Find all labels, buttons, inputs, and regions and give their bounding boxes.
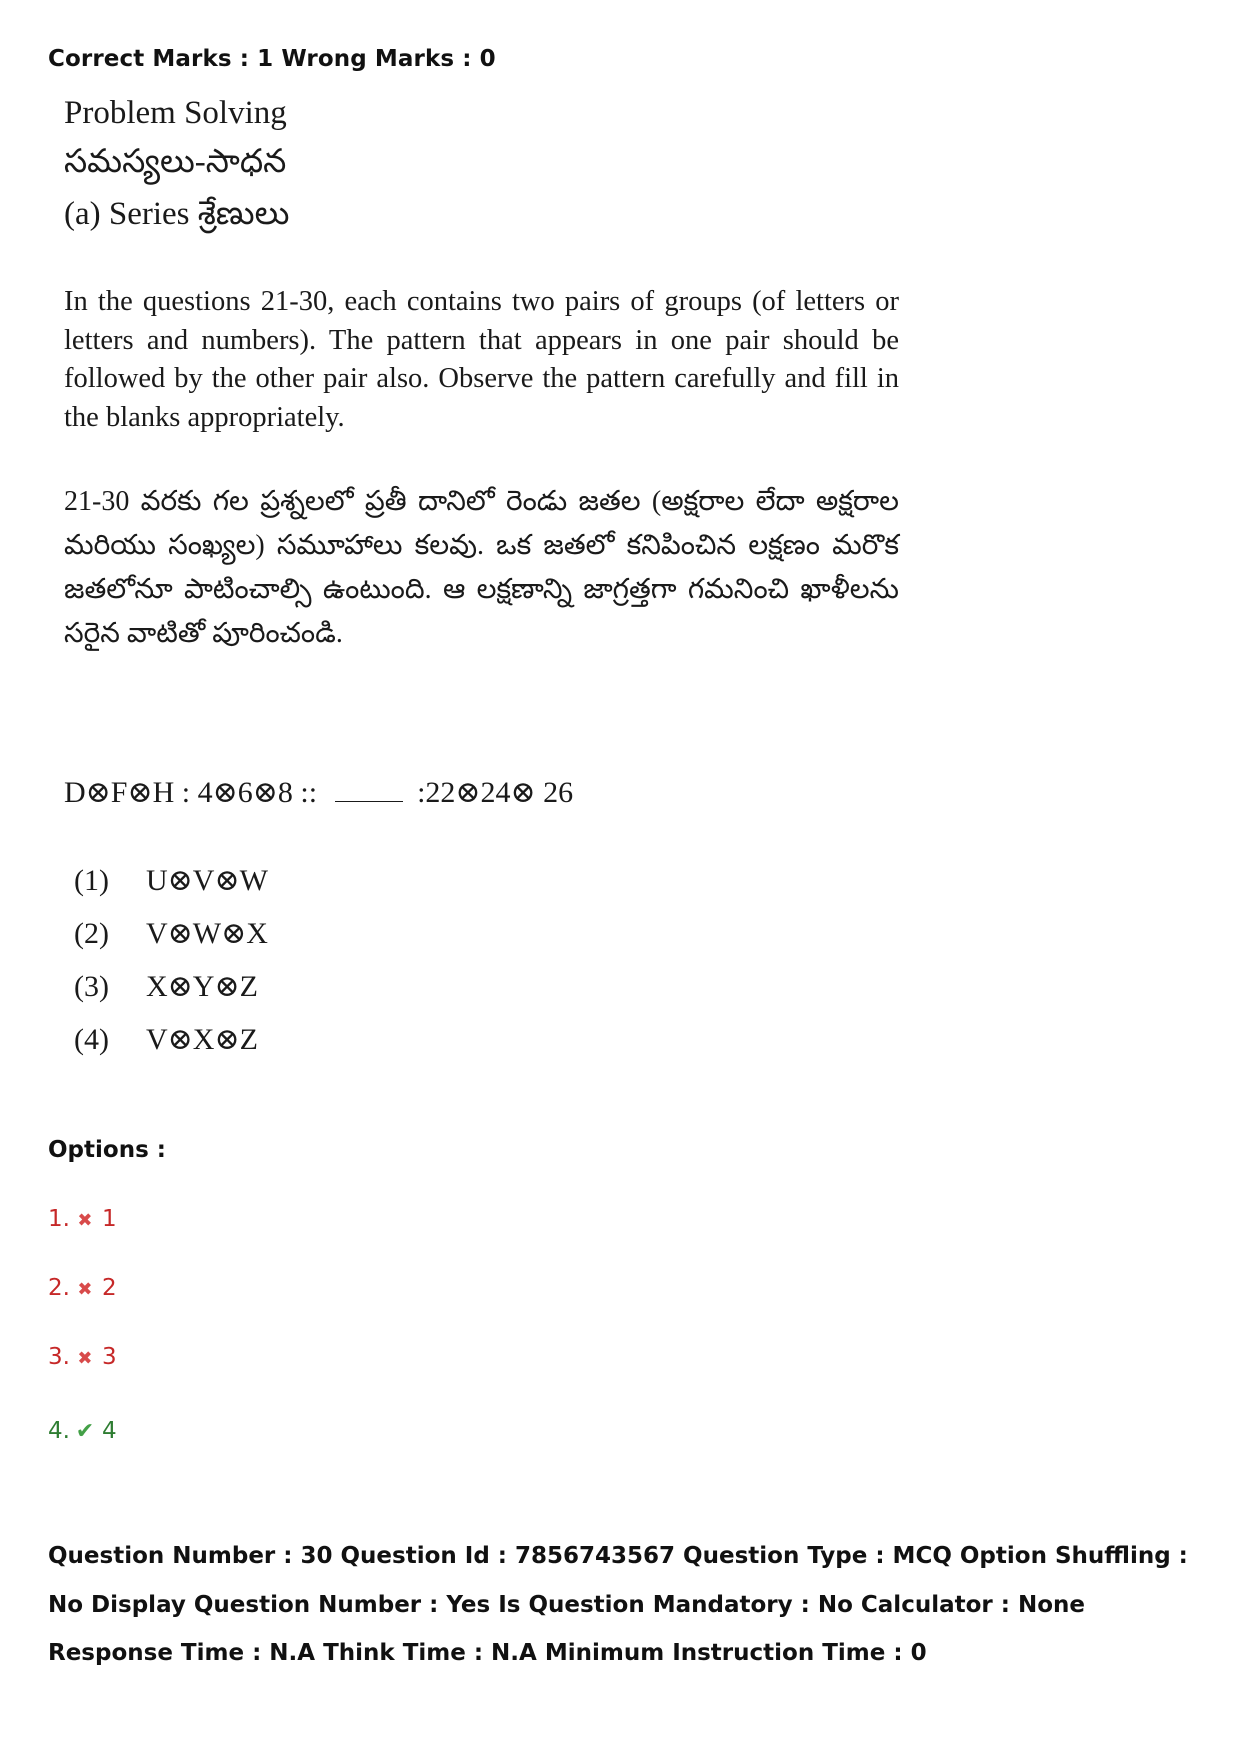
choice-number: (3) (74, 970, 109, 1003)
choice-text: U⊗V⊗W (146, 864, 268, 897)
section-title: Problem Solving (64, 95, 287, 131)
option-index: 4. (48, 1418, 70, 1444)
cross-icon: ✖ (77, 1210, 93, 1231)
subsection-title: (a) Series శ్రేణులు (64, 196, 290, 232)
choice-text: X⊗Y⊗Z (146, 970, 258, 1003)
option-value: 2 (101, 1275, 117, 1301)
check-icon: ✔ (75, 1419, 95, 1444)
marks-info: Correct Marks : 1 Wrong Marks : 0 (48, 46, 496, 72)
instruction-telugu: 21-30 వరకు గల ప్రశ్నలలో ప్రతీ దానిలో రెండు జతల (అక్షరాల లేదా అక్షరాల మరియు సంఖ్యల) సమూహాలు కలవు. ఒక జతలో కనిపించిన లక్షణం మరొక జతలోనూ పాటించాల్సి ఉంటుంది. ఆ లక్షణాన్ని జాగ్రత్తగా గమనించి ఖాళీలను సరైన వాటితో పూరించండి. (64, 486, 899, 649)
choice-3 (74, 969, 258, 1004)
option-value: 3 (101, 1344, 117, 1370)
answer-blank (335, 777, 403, 802)
stem-right: :22⊗24⊗ 26 (417, 776, 574, 809)
option-index: 2. (48, 1275, 70, 1301)
choice-text: V⊗X⊗Z (146, 1023, 258, 1056)
instruction-english: In the questions 21-30, each contains two pairs of groups (of letters or letters and numbers). The pattern that appears in one pair should be followed by the other pair also. Observe the pattern carefully and fill in the blanks appropriately. (64, 286, 899, 433)
choice-4 (74, 1022, 258, 1057)
choice-text: V⊗W⊗X (146, 917, 268, 950)
option-value: 4 (101, 1418, 117, 1444)
choice-number: (1) (74, 864, 109, 897)
option-index: 1. (48, 1206, 70, 1232)
option-2 (48, 1275, 117, 1301)
stem-left: D⊗F⊗H : 4⊗6⊗8 :: (64, 776, 318, 809)
option-value: 1 (101, 1206, 117, 1232)
cross-icon: ✖ (77, 1348, 93, 1369)
choice-number: (4) (74, 1023, 109, 1056)
cross-icon: ✖ (77, 1279, 93, 1300)
choice-2 (74, 916, 268, 951)
options-label: Options : (48, 1137, 166, 1163)
option-3 (48, 1344, 117, 1370)
option-index: 3. (48, 1344, 70, 1370)
choice-1 (74, 863, 268, 898)
question-stem (64, 775, 573, 810)
question-metadata: Question Number : 30 Question Id : 7856743567 Question Type : MCQ Option Shuffling : No Display Question Number : Yes Is Question Mandatory : No Calculator : None Response Time : N.A Think Time : N.A Minimum Instruction Time : 0 (48, 1543, 1188, 1666)
section-title-telugu: సమస్యలు-సాధన (64, 144, 287, 180)
option-4 (48, 1418, 117, 1444)
choice-number: (2) (74, 917, 109, 950)
option-1 (48, 1206, 117, 1232)
